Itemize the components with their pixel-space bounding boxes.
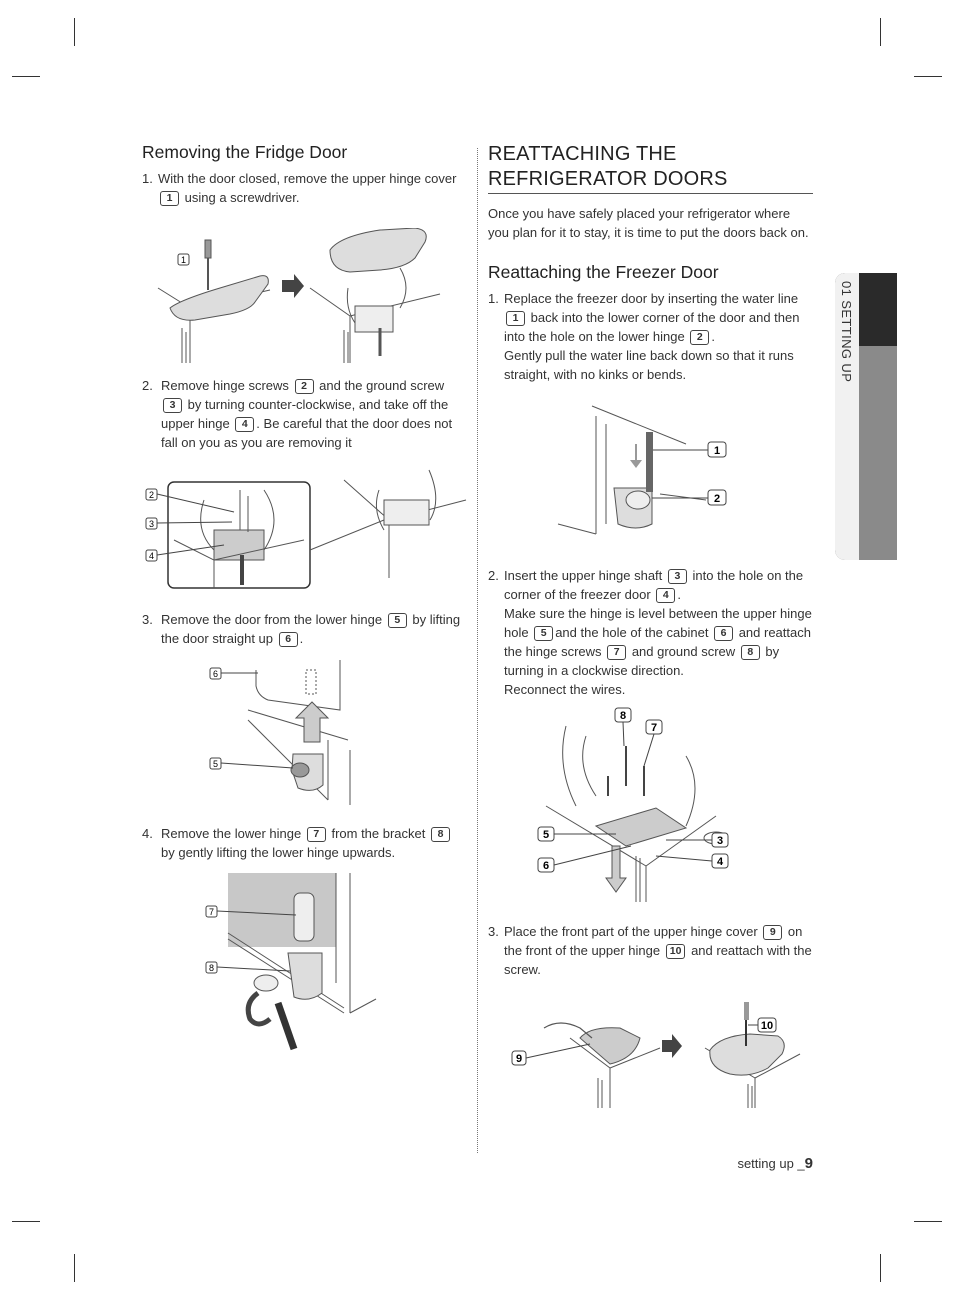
figure-label: 3 [148, 519, 155, 529]
figure-label: 5 [542, 829, 550, 841]
right-step-3: 3. Place the front part of the upper hinge cover 9 on the front of the upper hinge 10 and reattach with the screw. [488, 924, 812, 977]
figure-remove-hinge-cover [150, 228, 450, 368]
crop-mark [74, 18, 75, 46]
figure-label: 6 [212, 669, 219, 679]
figure-label: 8 [619, 710, 627, 722]
figure-label: 7 [208, 907, 215, 917]
chapter-side-tab [835, 273, 897, 560]
figure-water-line [556, 404, 736, 544]
crop-mark [880, 18, 881, 46]
left-step-4: 4. Remove the lower hinge 7 from the bracket 8 by gently lifting the lower hinge upwards. [142, 824, 467, 862]
figure-remove-lower-hinge [204, 873, 380, 1055]
crop-mark [914, 1221, 942, 1222]
figure-label: 4 [716, 856, 724, 868]
crop-mark [914, 76, 942, 77]
step-1: 1. Replace the freezer door by inserting the water line 1 back into the lower corner of the door and then into the hole on the lower hinge 2 . Gently pull the water line back down so that it runs straight, with no kinks or bends. [488, 291, 800, 382]
figure-label: 1 [713, 445, 721, 457]
figure-label: 2 [148, 490, 155, 500]
figure-label: 5 [212, 759, 219, 769]
left-column [142, 142, 467, 207]
step-1: 1. With the door closed, remove the upper hinge cover 1 using a screwdriver. [142, 171, 457, 205]
figure-label: 8 [208, 963, 215, 973]
page-number: 9 [804, 1155, 813, 1172]
crop-mark [12, 1221, 40, 1222]
crop-mark [74, 1254, 75, 1282]
section-heading: Removing the Fridge Door [142, 142, 348, 162]
section-heading: Reattaching the Freezer Door [488, 262, 719, 282]
figure-label: 7 [650, 722, 658, 734]
right-column [488, 142, 813, 384]
figure-label: 10 [760, 1020, 774, 1032]
page-title: REATTACHING THE REFRIGERATOR DOORS [488, 142, 813, 194]
left-step-3: 3. Remove the door from the lower hinge 5 by lifting the door straight up 6 . [142, 612, 461, 646]
intro-paragraph: Once you have safely placed your refrigerator where you plan for it to stay, it is time to put the doors back on. [488, 206, 809, 240]
figure-label: 6 [542, 860, 550, 872]
figure-label: 1 [180, 255, 187, 265]
column-divider [477, 148, 478, 1153]
left-step-2: 2. Remove hinge screws 2 and the ground screw 3 by turning counter-clockwise, and take off the upper hinge 4 . Be careful that the door does not fall on you as you are removing it [142, 378, 453, 450]
crop-mark [12, 76, 40, 77]
figure-reattach-upper-hinge [536, 706, 736, 902]
chapter-label: 01 SETTING UP [839, 281, 854, 383]
figure-lift-door [208, 660, 358, 810]
figure-label: 2 [713, 493, 721, 505]
figure-remove-hinge-screws [144, 460, 469, 600]
page-footer: setting up _9 [737, 1155, 813, 1172]
right-step-2: 2. Insert the upper hinge shaft 3 into the hole on the corner of the freezer door 4 . Make sure the hinge is level between the upper hinge hole 5 and the hole of the cabinet 6 and reattach the hinge screws 7 and ground screw 8 by turning in a clockwise direction. Reconnect the wires. [488, 568, 812, 697]
crop-mark [880, 1254, 881, 1282]
figure-label: 4 [148, 551, 155, 561]
figure-label: 9 [515, 1053, 523, 1065]
figure-reattach-hinge-cover [510, 998, 810, 1110]
figure-label: 3 [716, 835, 724, 847]
